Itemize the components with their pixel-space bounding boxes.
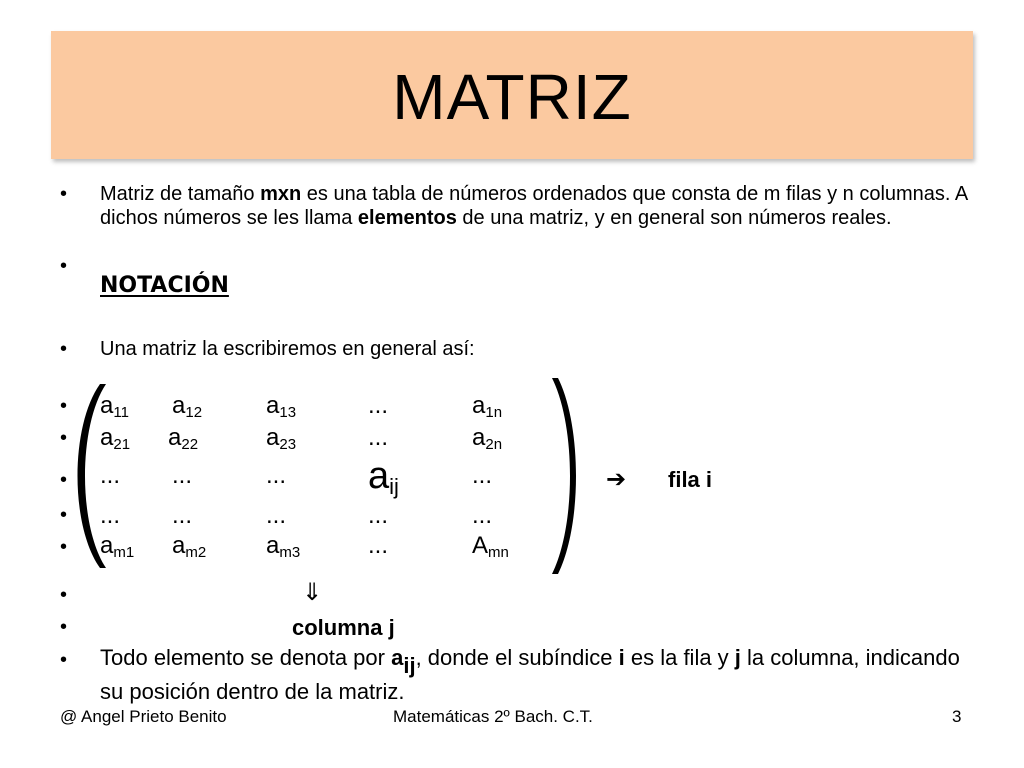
matrix-cell-base: ... [172, 462, 193, 489]
matrix-cell [100, 462, 120, 490]
notation-text: es la fila y [624, 645, 735, 670]
notation-text: Todo elemento se denota por [100, 645, 392, 670]
matrix-cell-subscript: m1 [113, 544, 135, 561]
matrix-cell-base: ... [368, 532, 389, 559]
footer-course: Matemáticas 2º Bach. C.T. [393, 707, 593, 726]
aij-subscript: ij [403, 653, 416, 678]
matrix-cell-base: a [266, 424, 280, 451]
bullet: • [60, 255, 68, 277]
matrix-cell-base: a [368, 455, 390, 497]
element-notation-paragraph [100, 645, 960, 705]
matrix-cell-base: A [472, 532, 489, 559]
matrix-cell-subscript: 1n [485, 404, 503, 421]
matrix-cell-base: ... [172, 502, 193, 529]
matrix-cell [368, 532, 388, 560]
matrix-cell [266, 532, 300, 567]
matrix-cell [100, 532, 134, 567]
matrix-cell-base: ... [100, 462, 121, 489]
column-label: columna j [292, 615, 395, 640]
matrix-cell [368, 456, 399, 507]
matrix-cell [172, 462, 192, 490]
matrix-cell-base: a [168, 424, 182, 451]
matrix-cell [172, 532, 206, 567]
matrix-cell [100, 502, 120, 530]
bullet: • [60, 504, 68, 526]
footer-author: @ Angel Prieto Benito [60, 707, 227, 726]
matrix-cell-base: ... [266, 462, 287, 489]
matrix-cell-subscript: 23 [279, 436, 297, 453]
aij-symbol [391, 645, 416, 678]
matrix-cell [472, 532, 509, 567]
matrix-cell-base: a [100, 532, 114, 559]
bullet: • [60, 584, 68, 606]
matrix-cell-base: a [472, 424, 486, 451]
matrix-cell-subscript: ij [389, 474, 399, 499]
matrix-cell-subscript: 11 [113, 404, 129, 421]
matrix-cell [368, 424, 388, 452]
matrix-cell-base: a [266, 392, 280, 419]
row-label: fila i [668, 467, 713, 492]
definition-text: es una tabla de números ordenados que consta de m filas y n columnas. A dichos números se les llama [100, 183, 968, 229]
definition-paragraph [100, 182, 970, 230]
down-arrow-icon: ⇓ [302, 578, 323, 606]
matrix-cell-subscript: 22 [181, 436, 199, 453]
matrix-cell [100, 392, 129, 427]
matrix-cell-subscript: m2 [185, 544, 207, 561]
notacion-heading: NOTACIÓN [100, 273, 229, 298]
notation-bold-i: i [618, 645, 625, 670]
matrix-cell-subscript: m3 [279, 544, 301, 561]
matrix-cell-base: a [100, 424, 114, 451]
matrix-cell [472, 502, 492, 530]
matrix-cell [266, 462, 286, 490]
right-parenthesis [542, 376, 582, 576]
bullet: • [60, 395, 68, 417]
aij-base: a [391, 645, 404, 670]
bullet: • [60, 338, 68, 360]
matrix-cell-base: a [172, 532, 186, 559]
matrix-cell-base: ... [100, 502, 121, 529]
slide-title: MATRIZ [392, 61, 632, 133]
matrix-cell [472, 462, 492, 490]
bullet: • [60, 616, 68, 638]
matrix-cell [266, 392, 296, 427]
matrix-cell [168, 424, 198, 459]
definition-bold-mxn: mxn [260, 183, 302, 205]
matrix-cell [368, 502, 388, 530]
matrix-cell [266, 424, 296, 459]
matrix-cell [172, 502, 192, 530]
notation-text: , donde el subíndice [415, 645, 619, 670]
definition-text: de una matriz, y en general son números reales. [456, 207, 892, 229]
notation-bold-j: j [734, 645, 741, 670]
matrix-cell-subscript: mn [488, 544, 509, 561]
matrix-cell-base: ... [368, 424, 389, 451]
bullet: • [60, 469, 68, 491]
matrix-cell-base: ... [368, 392, 389, 419]
matrix-cell-base: a [472, 392, 486, 419]
matrix-cell-base: ... [266, 502, 287, 529]
intro-text: Una matriz la escribiremos en general así: [100, 338, 475, 360]
bullet: • [60, 649, 68, 671]
bullet: • [60, 183, 68, 205]
footer-page-number: 3 [952, 707, 962, 726]
bullet: • [60, 427, 68, 449]
definition-bold-elementos: elementos [357, 207, 457, 229]
matrix-cell-base: a [172, 392, 186, 419]
matrix-cell [472, 392, 502, 427]
matrix-cell [266, 502, 286, 530]
matrix-cell [368, 392, 388, 420]
matrix-cell-subscript: 2n [485, 436, 503, 453]
bullet: • [60, 536, 68, 558]
definition-text: Matriz de tamaño [100, 183, 261, 205]
matrix-cell-base: ... [368, 502, 389, 529]
matrix-cell-base: a [266, 532, 280, 559]
matrix-cell-subscript: 13 [279, 404, 297, 421]
matrix-cell [172, 392, 202, 427]
matrix-cell-base: a [100, 392, 114, 419]
matrix-cell-subscript: 21 [113, 436, 131, 453]
matrix-cell [100, 424, 130, 459]
matrix-cell-subscript: 12 [185, 404, 203, 421]
matrix-cell-base: ... [472, 502, 493, 529]
notation-text: la columna, indicando su posición dentro de la matriz. [100, 645, 960, 704]
title-bar [51, 31, 973, 159]
matrix-cell-base: ... [472, 462, 493, 489]
right-arrow-icon: ➔ [606, 466, 627, 493]
matrix-cell [472, 424, 502, 459]
